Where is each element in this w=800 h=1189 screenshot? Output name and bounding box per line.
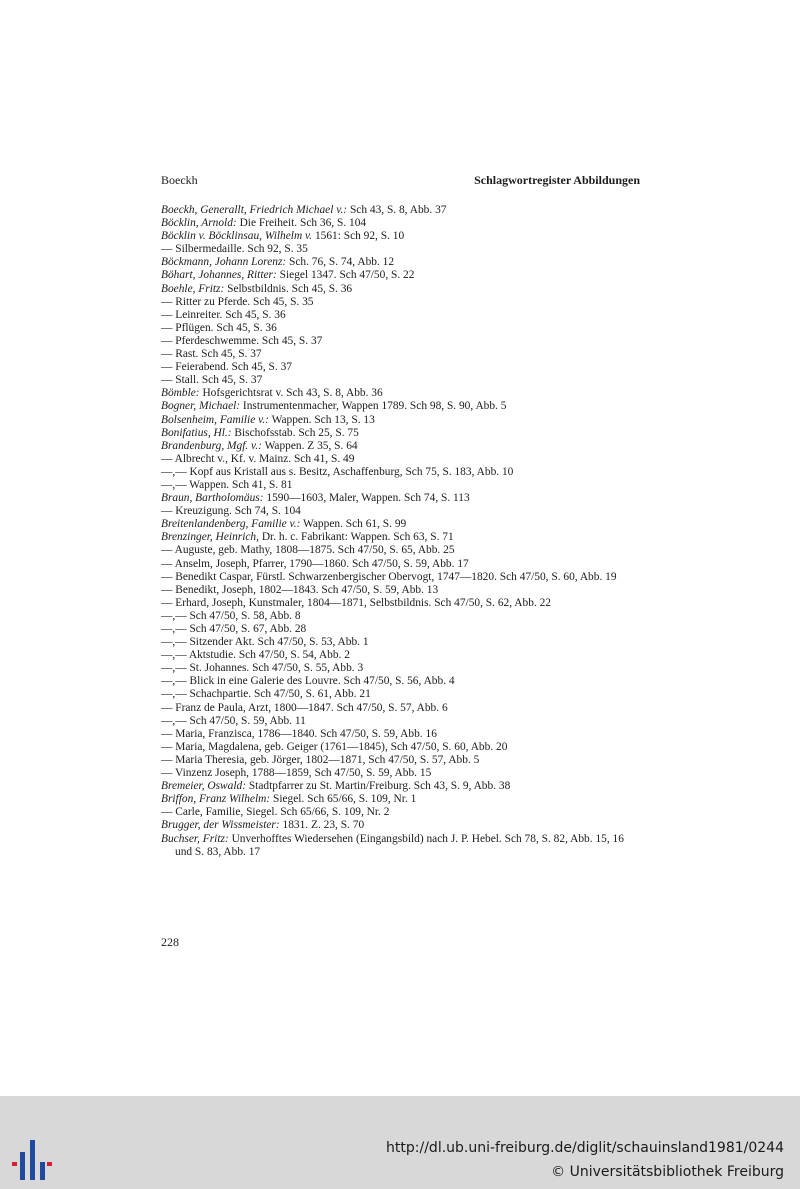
entry-reference: Siegel 1347. Sch 47/50, S. 22 — [276, 269, 415, 282]
entry-name: Boeckh, Generallt, Friedrich Michael v.: — [161, 204, 348, 216]
entry-reference: — Feierabend. Sch 45, S. 37 — [161, 361, 292, 374]
entry-reference: —,— Schachpartie. Sch 47/50, S. 61, Abb. 21 — [161, 688, 371, 701]
index-entry — [161, 597, 641, 610]
index-entry — [161, 688, 641, 701]
index-entry — [161, 217, 641, 230]
index-entry — [161, 466, 641, 479]
entry-reference: — Albrecht v., Kf. v. Mainz. Sch 41, S. 49 — [161, 452, 355, 465]
entry-reference: — Stall. Sch 45, S. 37 — [161, 374, 263, 387]
index-entry — [161, 453, 641, 466]
index-entry — [161, 571, 641, 584]
index-entry — [161, 675, 641, 688]
entry-name: Briffon, Franz Wilhelm: — [161, 793, 271, 806]
entry-reference: —,— Sch 47/50, S. 59, Abb. 11 — [161, 714, 306, 727]
index-entry — [161, 348, 641, 361]
entry-reference: Sch. 76, S. 74, Abb. 12 — [286, 256, 395, 269]
index-entry — [161, 767, 641, 780]
index-entry — [161, 558, 641, 571]
entry-name: Bogner, Michael: — [161, 400, 241, 413]
index-entry — [161, 387, 641, 400]
entry-reference: — Anselm, Joseph, Pfarrer, 1790—1860. Sch 47/50, S. 59, Abb. 17 — [161, 557, 469, 570]
index-entry — [161, 649, 641, 662]
source-url-link[interactable]: http://dl.ub.uni-freiburg.de/diglit/schauinsland1981/0244 — [386, 1140, 784, 1156]
entry-name: Brenzinger, Heinrich, — [161, 531, 259, 544]
entry-reference: — Maria, Magdalena, geb. Geiger (1761—1845), Sch 47/50, S. 60, Abb. 20 — [161, 740, 508, 753]
entry-reference: — Kreuzigung. Sch 74, S. 104 — [161, 505, 301, 518]
index-entry — [161, 806, 641, 819]
entry-reference: — Benedikt, Joseph, 1802—1843. Sch 47/50, S. 59, Abb. 13 — [161, 583, 439, 596]
entry-name: Böhart, Johannes, Ritter: — [161, 269, 277, 282]
index-entry — [161, 309, 641, 322]
entry-reference: Wappen. Z 35, S. 64 — [261, 439, 358, 452]
index-entry — [161, 505, 641, 518]
index-entry — [161, 623, 641, 636]
index-entry — [161, 492, 641, 505]
entry-reference: Dr. h. c. Fabrikant: Wappen. Sch 63, S. 71 — [258, 531, 454, 544]
entry-reference: — Ritter zu Pferde. Sch 45, S. 35 — [161, 295, 314, 308]
entry-reference: — Vinzenz Joseph, 1788—1859, Sch 47/50, S. 59, Abb. 15 — [161, 767, 432, 780]
index-entry — [161, 479, 641, 492]
entry-name: Breitenlandenberg, Familie v.: — [161, 518, 301, 531]
entry-reference: Wappen. Sch 13, S. 13 — [268, 413, 375, 426]
entry-reference: —,— Wappen. Sch 41, S. 81 — [161, 478, 293, 491]
entry-name: Bremeier, Oswald: — [161, 780, 246, 793]
index-entry — [161, 427, 641, 440]
index-entry — [161, 296, 641, 309]
entry-name: Boehle, Fritz: — [161, 282, 225, 295]
entry-reference: —,— Sch 47/50, S. 67, Abb. 28 — [161, 623, 307, 635]
entry-reference: — Maria, Franzisca, 1786—1840. Sch 47/50, S. 59, Abb. 16 — [161, 727, 437, 740]
entry-reference: Unverhofftes Wiedersehen (Eingangsbild) nach J. P. Hebel. Sch 78, S. 82, Abb. 15, 16 und S. 83, Abb. 17 — [175, 832, 624, 858]
running-header-right: Schlagwortregister Abbildungen — [474, 173, 640, 187]
entry-reference: —,— Blick in eine Galerie des Louvre. Sch 47/50, S. 56, Abb. 4 — [161, 675, 455, 688]
index-entry — [161, 531, 641, 544]
entry-reference: Sch 43, S. 8, Abb. 37 — [347, 204, 447, 216]
index-entry — [161, 414, 641, 427]
index-entry — [161, 610, 641, 623]
index-entry — [161, 374, 641, 387]
entry-reference: Stadtpfarrer zu St. Martin/Freiburg. Sch 43, S. 9, Abb. 38 — [246, 780, 511, 793]
index-entry — [161, 741, 641, 754]
index-entry — [161, 780, 641, 793]
entry-reference: — Pferdeschwemme. Sch 45, S. 37 — [161, 334, 323, 347]
index-entries-list — [161, 204, 641, 859]
index-entry — [161, 833, 641, 859]
entry-name: Böckmann, Johann Lorenz: — [161, 256, 287, 269]
entry-name: Böcklin, Arnold: — [161, 217, 237, 230]
entry-reference: —,— Kopf aus Kristall aus s. Besitz, Aschaffenburg, Sch 75, S. 183, Abb. 10 — [161, 465, 514, 478]
entry-reference: — Rast. Sch 45, S. 37 — [161, 348, 262, 361]
index-entry — [161, 636, 641, 649]
index-entry — [161, 662, 641, 675]
entry-name: Bonifatius, Hl.: — [161, 426, 232, 439]
entry-reference: Hofsgerichtsrat v. Sch 43, S. 8, Abb. 36 — [199, 387, 383, 400]
entry-name: Bömble: — [161, 387, 200, 400]
entry-reference: 1831. Z. 23, S. 70 — [279, 819, 365, 832]
entry-name: Buchser, Fritz: — [161, 832, 229, 845]
entry-reference: —,— St. Johannes. Sch 47/50, S. 55, Abb. 3 — [161, 662, 364, 675]
entry-reference: — Silbermedaille. Sch 92, S. 35 — [161, 243, 308, 256]
index-entry — [161, 819, 641, 832]
index-entry — [161, 361, 641, 374]
index-entry — [161, 728, 641, 741]
index-entry — [161, 322, 641, 335]
index-entry — [161, 283, 641, 296]
entry-reference: — Pflügen. Sch 45, S. 36 — [161, 321, 277, 334]
index-entry — [161, 518, 641, 531]
entry-reference: — Franz de Paula, Arzt, 1800—1847. Sch 47/50, S. 57, Abb. 6 — [161, 701, 448, 714]
entry-reference: Die Freiheit. Sch 36, S. 104 — [236, 217, 367, 230]
entry-reference: — Auguste, geb. Mathy, 1808—1875. Sch 47/50, S. 65, Abb. 25 — [161, 544, 455, 557]
page-number: 228 — [161, 935, 179, 949]
entry-reference: Wappen. Sch 61, S. 99 — [300, 518, 407, 531]
running-header-left: Boeckh — [161, 173, 198, 187]
index-entry — [161, 256, 641, 269]
copyright-notice: © Universitätsbibliothek Freiburg — [551, 1164, 784, 1180]
entry-reference: — Erhard, Joseph, Kunstmaler, 1804—1871, Selbstbildnis. Sch 47/50, S. 62, Abb. 22 — [161, 596, 551, 609]
index-entry — [161, 269, 641, 282]
entry-reference: — Maria Theresia, geb. Jörger, 1802—1871, Sch 47/50, S. 57, Abb. 5 — [161, 753, 480, 766]
entry-name: Böcklin v. Böcklinsau, Wilhelm v. — [161, 230, 313, 243]
index-entry — [161, 230, 641, 243]
index-entry — [161, 335, 641, 348]
index-entry — [161, 793, 641, 806]
entry-reference: Instrumentenmacher, Wappen 1789. Sch 98, S. 90, Abb. 5 — [240, 400, 507, 413]
entry-reference: Selbstbildnis. Sch 45, S. 36 — [224, 282, 353, 295]
index-entry — [161, 400, 641, 413]
entry-reference: —,— Aktstudie. Sch 47/50, S. 54, Abb. 2 — [161, 649, 350, 662]
entry-reference: —,— Sitzender Akt. Sch 47/50, S. 53, Abb. 1 — [161, 636, 369, 649]
index-entry — [161, 243, 641, 256]
index-entry — [161, 715, 641, 728]
ub-freiburg-logo-icon — [12, 1140, 52, 1180]
index-entry — [161, 440, 641, 453]
entry-reference: 1590—1603, Maler, Wappen. Sch 74, S. 113 — [263, 492, 470, 505]
entry-reference: —,— Sch 47/50, S. 58, Abb. 8 — [161, 609, 301, 622]
entry-reference: Siegel. Sch 65/66, S. 109, Nr. 1 — [270, 793, 417, 806]
entry-reference: — Carle, Familie, Siegel. Sch 65/66, S. 109, Nr. 2 — [161, 806, 390, 819]
index-entry — [161, 204, 641, 217]
entry-name: Brandenburg, Mgf. v.: — [161, 439, 262, 452]
entry-name: Braun, Bartholomäus: — [161, 492, 264, 505]
entry-reference: — Leinreiter. Sch 45, S. 36 — [161, 308, 286, 321]
entry-name: Brugger, der Wissmeister: — [161, 819, 280, 832]
entry-name: Bolsenheim, Familie v.: — [161, 413, 269, 426]
entry-reference: 1561: Sch 92, S. 10 — [312, 230, 405, 243]
entry-reference: Bischofsstab. Sch 25, S. 75 — [231, 426, 359, 439]
index-entry — [161, 754, 641, 767]
entry-reference: — Benedikt Caspar, Fürstl. Schwarzenbergischer Obervogt, 1747—1820. Sch 47/50, S. 60, Abb. 19 — [161, 570, 617, 583]
index-entry — [161, 702, 641, 715]
index-entry — [161, 544, 641, 557]
index-entry — [161, 584, 641, 597]
